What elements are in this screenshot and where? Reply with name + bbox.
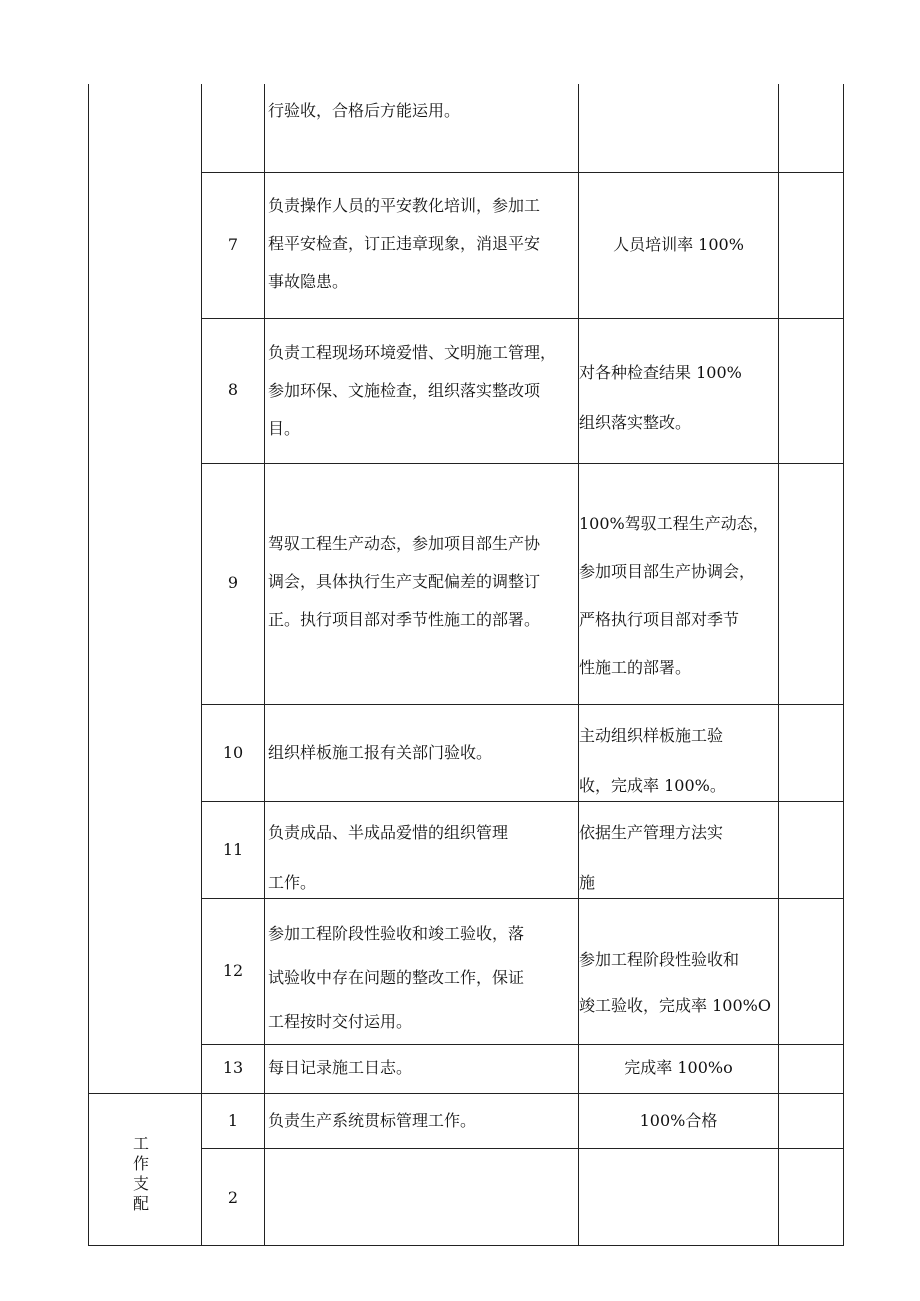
table-row-result: 主动组织样板施工验 收，完成率 100%。: [579, 726, 726, 795]
table-row-result: 完成率 100%o: [624, 1058, 733, 1077]
table-row-result: 100%驾驭工程生产动态， 参加项目部生产协调会， 严格执行项目部对季节 性施工的部署。: [579, 514, 769, 677]
table-row-result: 依据生产管理方法实 施: [579, 823, 724, 892]
table-row-description: 负责成品、半成品爱惜的组织管理 工作。: [268, 823, 509, 892]
section-label-char: 作: [132, 1154, 149, 1173]
row-number: 1: [227, 1111, 239, 1130]
row-divider: [201, 704, 844, 705]
table-border-left: [88, 84, 89, 1246]
row-divider: [201, 172, 844, 173]
table-row-description: 组织样板施工报有关部门验收。: [268, 743, 493, 762]
table-row-result: 100%合格: [639, 1111, 718, 1130]
row-divider: [201, 1044, 844, 1045]
section-label-char: 工: [132, 1134, 149, 1153]
section-divider: [88, 1093, 844, 1094]
row-number: 13: [222, 1058, 244, 1077]
row-number: 7: [227, 235, 239, 254]
row-divider: [201, 318, 844, 319]
table-row-description: 参加工程阶段性验收和竣工验收，落 试验收中存在问题的整改工作，保证 工程按时交付运用。: [268, 924, 525, 1031]
table-row-description: 负责生产系统贯标管理工作。: [268, 1111, 477, 1130]
table-row-description: 驾驭工程生产动态，参加项目部生产协 调会，具体执行生产支配偏差的调整订 正。执行项目部对季节性施工的部署。: [268, 534, 541, 629]
table-border-bottom: [88, 1245, 844, 1246]
row-number: 11: [222, 840, 244, 859]
row-number: 8: [227, 380, 239, 399]
row-number: 9: [227, 573, 239, 592]
section-label: [131, 1134, 151, 1214]
table-row-result: 对各种检查结果 100% 组织落实整改。: [579, 363, 742, 432]
section-label-char: 配: [132, 1194, 149, 1213]
section-label-char: 支: [132, 1174, 149, 1193]
row-number: 2: [227, 1188, 239, 1207]
table-divider-result: [778, 84, 779, 1246]
table-row-description: 负责操作人员的平安教化培训，参加工 程平安检查，订正违章现象，消退平安 事故隐患。: [268, 196, 541, 291]
row-divider: [201, 463, 844, 464]
row-divider: [201, 1148, 844, 1149]
row-number: 12: [222, 961, 244, 980]
row-number: 10: [222, 743, 244, 762]
table-row-description: 负责工程现场环境爱惜、文明施工管理， 参加环保、文施检查，组织落实整改项 目。: [268, 343, 557, 438]
table-row-description: 每日记录施工日志。: [268, 1058, 413, 1077]
table-row-description: 行验收，合格后方能运用。: [268, 101, 461, 120]
table-row-result: 人员培训率 100%: [613, 235, 744, 254]
table-border-right: [843, 84, 844, 1246]
table-row-result: 参加工程阶段性验收和 竣工验收，完成率 100%O: [579, 950, 771, 1015]
